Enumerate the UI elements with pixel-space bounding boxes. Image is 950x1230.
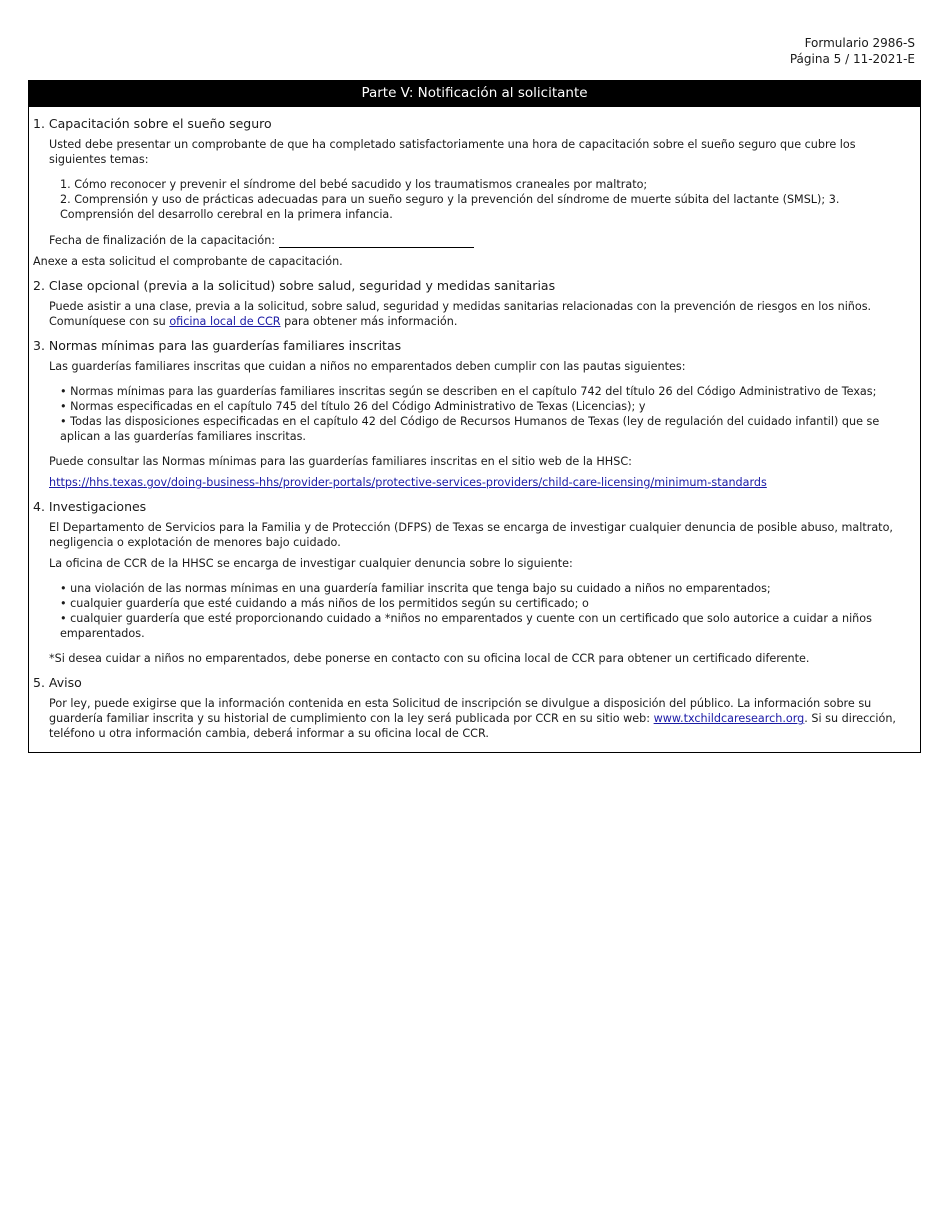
section-4-title: 4. Investigaciones [33, 499, 147, 514]
list-item: • Todas las disposiciones especificadas en el capítulo 42 del Código de Recursos Humanos de Texas (ley de regulación del cuidado infantil) que se aplican a las guarderías familiares inscritas. [60, 415, 880, 443]
training-date-field[interactable] [279, 232, 474, 248]
section-5-text-before: Por ley, puede exigirse que la información contenida en esta Solicitud de inscripción se divulgue a disposición del público. La información sobre su guardería familiar inscrita y su historial de cumplimiento con la ley será publicada por CCR en su sitio web: [49, 697, 872, 725]
section-2-title: 2. Clase opcional (previa a la solicitud) sobre salud, seguridad y medidas sanitarias [33, 278, 556, 293]
training-date-row [33, 232, 916, 248]
section-notice [29, 675, 920, 741]
page-number: Página 5 / 11-2021-E [789, 52, 915, 66]
form-identifier [790, 35, 915, 67]
section-5-text-after: . Si su dirección, teléfono u otra información cambia, deberá informar a su oficina local de CCR. [49, 712, 896, 740]
topic-item: 2. Comprensión y uso de prácticas adecuadas para un sueño seguro y la prevención del síndrome de muerte súbita del lactante (SMSL); 3. Comprensión del desarrollo cerebral en la primera infancia. [60, 193, 840, 221]
section-1-intro: Usted debe presentar un comprobante de que ha completado satisfactoriamente una hora de capacitación sobre el sueño seguro que cubre los siguientes temas: [49, 138, 856, 166]
txchildcaresearch-link[interactable]: www.txchildcaresearch.org [653, 712, 805, 725]
section-2-text-after: para obtener más información. [280, 315, 458, 328]
section-4-footnote: *Si desea cuidar a niños no emparentados, debe ponerse en contacto con su oficina local de CCR para obtener un certificado diferente. [49, 652, 810, 665]
section-3-bullets [33, 384, 916, 444]
form-number: Formulario 2986-S [804, 36, 915, 50]
list-item: • una violación de las normas mínimas en una guardería familiar inscrita que tenga bajo su cuidado a niños no emparentados; [60, 582, 771, 595]
section-3-intro: Las guarderías familiares inscritas que cuidan a niños no emparentados deben cumplir con las pautas siguientes: [49, 360, 686, 373]
minimum-standards-link[interactable]: https://hhs.texas.gov/doing-business-hhs/provider-portals/protective-services-providers/child-care-licensing/minimum-standards [49, 476, 767, 489]
minimum-standards-url-row [33, 475, 916, 490]
section-5-text [33, 696, 916, 741]
section-4-para-2: La oficina de CCR de la HHSC se encarga de investigar cualquier denuncia sobre lo siguiente: [49, 557, 573, 570]
section-4-para-1: El Departamento de Servicios para la Familia y de Protección (DFPS) de Texas se encarga de investigar cualquier denuncia de posible abuso, maltrato, negligencia o explotación de menores bajo cuidado. [49, 521, 893, 549]
section-3-title: 3. Normas mínimas para las guarderías familiares inscritas [33, 338, 402, 353]
section-optional-class [29, 278, 920, 329]
ccr-office-link[interactable]: oficina local de CCR [169, 315, 281, 328]
attach-note: Anexe a esta solicitud el comprobante de capacitación. [33, 255, 343, 268]
part-v-box [28, 80, 921, 753]
section-investigations [29, 499, 920, 666]
list-item: • cualquier guardería que esté proporcionando cuidado a *niños no emparentados y cuente con un certificado que solo autorice a cuidar a niños emparentados. [60, 612, 872, 640]
list-item: • cualquier guardería que esté cuidando a más niños de los permitidos según su certificado; o [60, 597, 589, 610]
topic-item: 1. Cómo reconocer y prevenir el síndrome del bebé sacudido y los traumatismos craneales por maltrato; [60, 178, 648, 191]
section-minimum-standards [29, 338, 920, 490]
list-item: • Normas mínimas para las guarderías familiares inscritas según se describen en el capítulo 742 del título 26 del Código Administrativo de Texas; [60, 385, 877, 398]
section-4-bullets [33, 581, 916, 641]
section-3-consult: Puede consultar las Normas mínimas para las guarderías familiares inscritas en el sitio web de la HHSC: [49, 455, 632, 468]
training-date-label: Fecha de finalización de la capacitación: [49, 234, 276, 247]
section-safe-sleep [29, 116, 920, 269]
section-1-title: 1. Capacitación sobre el sueño seguro [33, 116, 272, 131]
list-item: • Normas especificadas en el capítulo 745 del título 26 del Código Administrativo de Texas (Licencias); y [60, 400, 646, 413]
section-5-title: 5. Aviso [33, 675, 82, 690]
section-2-text-before: Puede asistir a una clase, previa a la solicitud, sobre salud, seguridad y medidas sanitarias relacionadas con la prevención de riesgos en los niños. Comuníquese con su [49, 300, 872, 328]
section-2-text [33, 299, 916, 329]
section-1-topics [33, 177, 916, 222]
part-title: Parte V: Notificación al solicitante [29, 81, 920, 107]
